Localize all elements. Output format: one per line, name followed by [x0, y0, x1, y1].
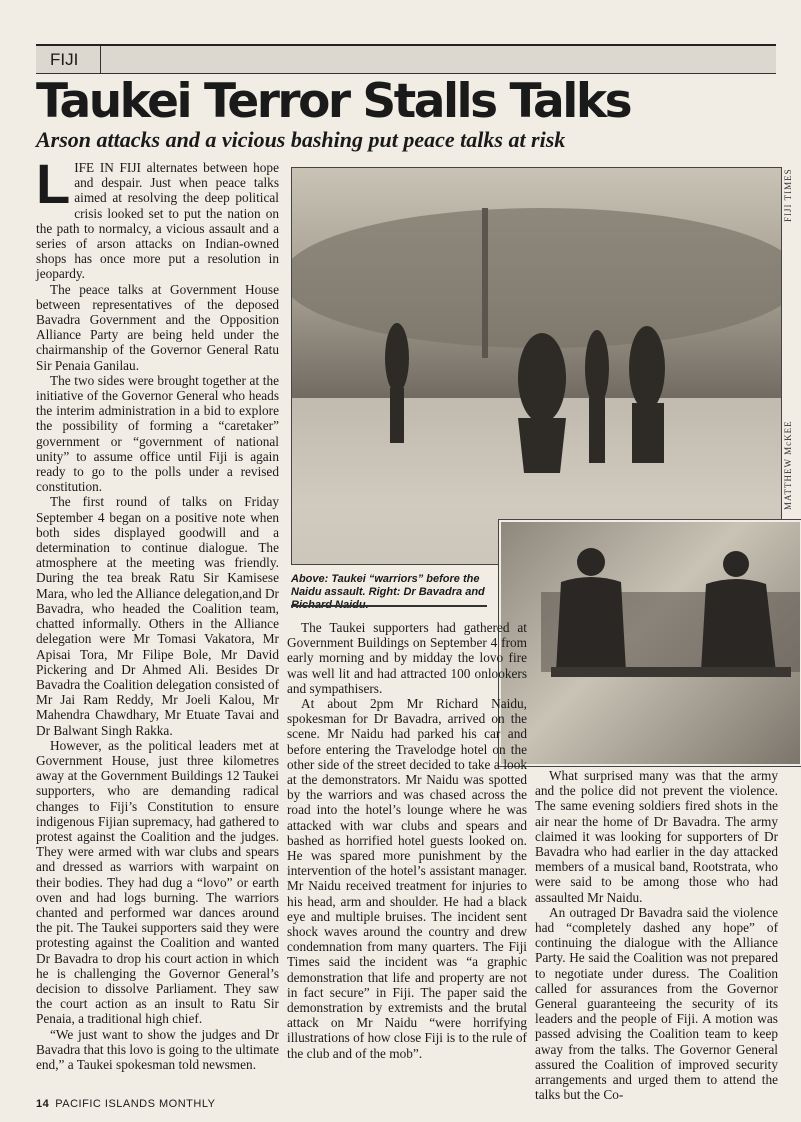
paragraph: However, as the political leaders met at Government House, just three kilometres away at the Government Buildings 12 Taukei supporters, who are demanding radical changes to Fiji’s Constitution to ensure indigenous Fijian supremacy, had gathered to protest against the Coalition and the judges. They were armed with war clubs and spears and dressed as warriors with warpaint on their bodies. They had dug a “lovo” or earth oven and had logs burning. The warriors chanted and performed war dances around the pit. The Taukei supporters said they were protesting against the Coalition and wanted Dr Bavadra to drop his court action in which he is challenging the Governor General’s decision to dissolve Parliament. They saw the court action as an insult to Ratu Sir Penaia, a traditional high chief.: [36, 737, 279, 1027]
section-bar: [36, 44, 776, 74]
paragraph: The first round of talks on Friday September 4 began on a positive note when both sides displayed goodwill and a determination to continue dialogue. The atmosphere at the meeting was friendly. During the tea break Ratu Sir Kamisese Mara, who led the Alliance delegation,and Dr Bavadra, who headed the Coalition team, chatted informally. Others in the Alliance delegation were Mr Tomasi Vakatora, Mr Apisai Tora, Mr Filipe Bole, Mr David Pickering and Dr Ahmed Ali. Besides Dr Bavadra the Coalition delegation consisted of Mr Jai Ram Reddy, Mr Joeli Kalou, Mr Mahendra Chawdhary, Mr Etuate Tavai and Dr Balwant Singh Rakka.: [36, 494, 279, 738]
page-number: 14: [36, 1098, 50, 1110]
paragraph: “We just want to show the judges and Dr Bavadra that this lovo is going to the ultimate end,” a Taukei spokesman told newsmen.: [36, 1026, 279, 1072]
paragraph: What surprised many was that the army and the police did not prevent the violence. The same evening soldiers fired shots in the air near the home of Dr Bavadra. The army claimed it was looking for supporters of Dr Bavadra who had earlier in the day attacked members of a musical band, Rootstrata, who were said to be among those who had assaulted Mr Naidu.: [535, 768, 778, 905]
bavadra-naidu-photo: [499, 520, 801, 766]
photo-credit-matthew-mckee: MATTHEW McKEE: [783, 420, 793, 510]
column-2: [287, 620, 527, 1061]
column-3: [535, 768, 778, 1102]
paragraph: The two sides were brought together at the initiative of the Governor General who heads the interim administration in a bid to explore the possibility of forming a “caretaker” government or “government of national unity” to assume office until Fiji is again ready to go to the polls under a revised constitution.: [36, 372, 279, 495]
headline: Taukei Terror Stalls Talks: [36, 74, 631, 129]
paragraph: At about 2pm Mr Richard Naidu, spokesman for Dr Bavadra, arrived on the scene. Mr Naidu had parked his car and before entering the Travelodge hotel on the other side of the street decided to take a look at the demonstrators. Mr Naidu was spotted by the warriors and was chased across the road into the hotel’s lounge where he was attacked with war clubs and spears and bashed as horrified hotel guests looked on. He was spared more punishment by the intervention of the hotel’s assistant manager. Mr Naidu received treatment for injuries to his head, arm and shoulder. He had a black eye and multiple bruises. The incident sent shock waves around the country and drew condemnation from many quarters. The Fiji Times said the incident was “a graphic demonstration that life and property are not in fact secure” in Fiji. The paper said the demonstration by extremists and the brutal attack on Mr Naidu “were horrifying illustrations of how close Fiji is to the rule of the club and of the mob”.: [287, 696, 527, 1061]
photo-credit-fiji-times: FIJI TIMES: [783, 168, 793, 222]
section-label: FIJI: [36, 46, 101, 73]
column-1: [36, 152, 279, 1072]
page-footer: [36, 1098, 215, 1110]
publication-name: PACIFIC ISLANDS MONTHLY: [55, 1098, 216, 1110]
paragraph: The Taukei supporters had gathered at Government Buildings on September 4 from early morning and by midday the lovo fire was well lit and had attracted 100 onlookers and sympathisers.: [287, 620, 527, 696]
drop-cap: L: [36, 152, 71, 215]
paragraph: The peace talks at Government House between representatives of the deposed Bavadra Government and the Opposition Alliance Party are being held under the chairmanship of the Governor General Ratu Sir Penaia Ganilau.: [36, 281, 279, 373]
photo-caption: Above: Taukei “warriors” before the Naidu assault. Right: Dr Bavadra and Richard Naidu.: [291, 573, 485, 611]
paragraph: LIFE IN FIJI alternates between hope and despair. Just when peace talks aimed at resolving the deep political crisis looked set to put the nation on the path to normalcy, a vicious assault and a series of arson attacks on Indian-owned shops has once more put a resolution in jeopardy.: [36, 152, 279, 282]
caption-rule: [291, 605, 487, 607]
warriors-photo: [291, 167, 782, 565]
paragraph: An outraged Dr Bavadra said the violence had “completely dashed any hope” of continuing the dialogue with the Alliance Party. He said the Coalition was not prepared to negotiate under duress. The Coalition called for assurances from the Governor General guaranteeing the security of its leaders and the people of Fiji. A motion was passed advising the Coalition team to keep away from the talks. The Governor General assured the Coalition of improved security arrangements and urged them to attend the talks but the Co-: [535, 904, 778, 1103]
deck: Arson attacks and a vicious bashing put peace talks at risk: [36, 127, 566, 152]
